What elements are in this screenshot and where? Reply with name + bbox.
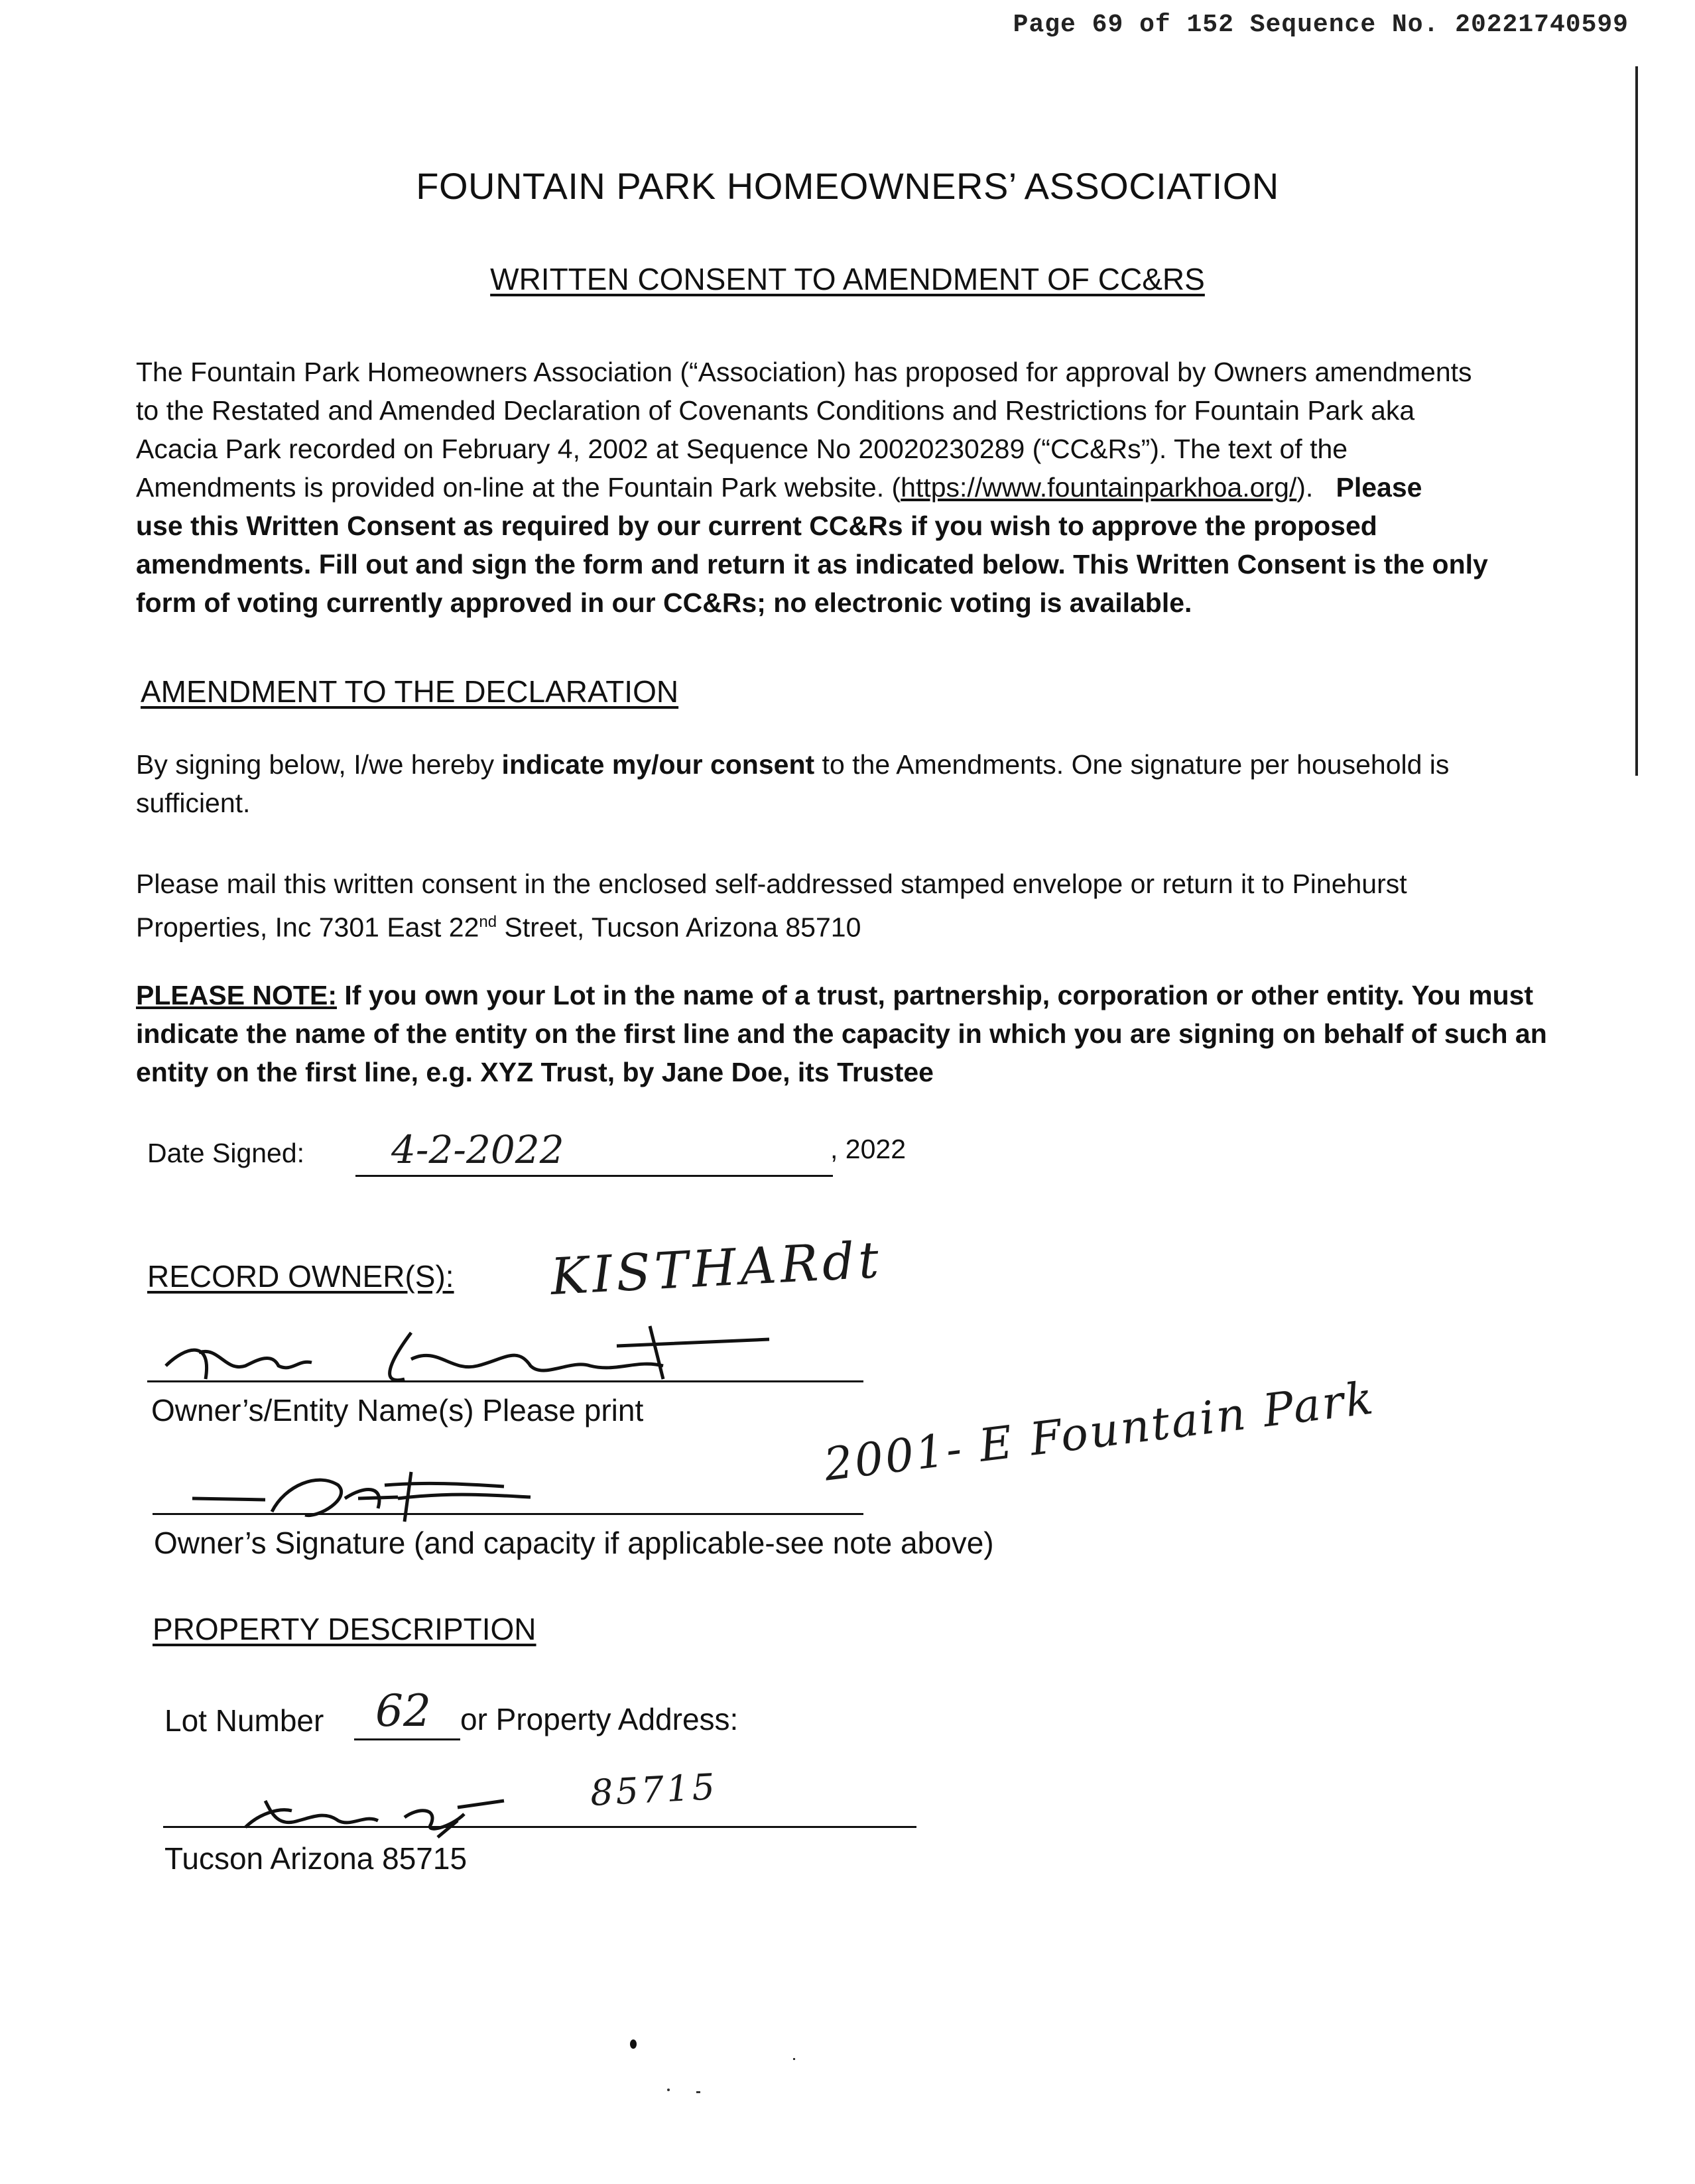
intro-line: The Fountain Park Homeowners Association (“Association) has proposed for approval by Owners amendments — [136, 357, 1472, 387]
scan-speck — [696, 2091, 700, 2093]
lot-number-value: 62 — [375, 1685, 431, 1736]
consent-text: By signing below, I/we hereby — [136, 749, 502, 780]
mail-line: Please mail this written consent in the enclosed self-addressed stamped envelope or return it to Pinehurst — [136, 869, 1407, 899]
scan-speck — [793, 2058, 795, 2060]
document-subtitle: WRITTEN CONSENT TO AMENDMENT OF CC&RS — [490, 262, 1205, 296]
handwritten-owner-name: KISTHARdt — [549, 1229, 885, 1307]
owner-signature-line[interactable] — [153, 1479, 863, 1515]
consent-paragraph — [136, 745, 1568, 822]
amendment-heading: AMENDMENT TO THE DECLARATION — [141, 674, 679, 709]
mail-instructions — [136, 865, 1568, 947]
mail-line — [136, 903, 1568, 947]
date-signed-label: Date Signed: — [147, 1138, 305, 1168]
mail-text: Properties, Inc 7301 East 22 — [136, 912, 479, 943]
date-signed-value: 4-2-2022 — [391, 1127, 564, 1172]
intro-line: to the Restated and Amended Declaration of Covenants Conditions and Restrictions for Fountain Park aka — [136, 395, 1415, 426]
intro-bold-text: Please — [1336, 472, 1422, 503]
note-line — [136, 976, 1568, 1014]
handwritten-zip: 85715 — [589, 1766, 719, 1814]
intro-line: amendments. Fill out and sign the form and return it as indicated below. This Written Consent is the only — [136, 549, 1488, 579]
lot-number-label: Lot Number — [164, 1703, 324, 1738]
consent-line: sufficient. — [136, 788, 251, 818]
city-state-zip: Tucson Arizona 85715 — [164, 1841, 468, 1876]
intro-text: Amendments is provided on-line at the Fountain Park website. — [136, 472, 892, 503]
note-lead: PLEASE NOTE: — [136, 980, 337, 1010]
note-line: indicate the name of the entity on the first line and the capacity in which you are signing on behalf of such an — [136, 1018, 1547, 1049]
property-description-heading: PROPERTY DESCRIPTION — [153, 1612, 536, 1646]
note-text: If you own your Lot in the name of a trust, partnership, corporation or other entity. You must — [336, 980, 1534, 1010]
document-title: FOUNTAIN PARK HOMEOWNERS’ ASSOCIATION — [416, 165, 1279, 207]
scan-speck — [630, 2039, 637, 2049]
intro-line: Acacia Park recorded on February 4, 2002 at Sequence No 20020230289 (“CC&Rs”). The text of the — [136, 434, 1348, 464]
handwritten-address: 2001- E Fountain Park — [821, 1372, 1378, 1492]
consent-bold-text: indicate my/our consent — [501, 749, 815, 780]
intro-paragraph — [136, 353, 1568, 622]
property-address-label: or Property Address: — [460, 1702, 739, 1736]
consent-line — [136, 745, 1568, 784]
intro-line: use this Written Consent as required by our current CC&Rs if you wish to approve the proposed — [136, 511, 1377, 541]
mail-text: Street, Tucson Arizona 85710 — [497, 912, 861, 943]
date-signed-year: , 2022 — [830, 1134, 906, 1164]
record-owner-heading: RECORD OWNER(S): — [147, 1259, 454, 1294]
property-address-line[interactable] — [163, 1794, 916, 1828]
website-link[interactable]: https://www.fountainparkhoa.org/ — [901, 472, 1297, 503]
page-sequence-stamp: Page 69 of 152 Sequence No. 20221740599 — [1013, 11, 1629, 39]
owner-name-line[interactable] — [147, 1346, 863, 1382]
mail-superscript: nd — [479, 913, 497, 931]
note-line: entity on the first line, e.g. XYZ Trust, by Jane Doe, its Trustee — [136, 1057, 934, 1087]
intro-line: form of voting currently approved in our CC&Rs; no electronic voting is available. — [136, 587, 1192, 618]
owner-signature-caption: Owner’s Signature (and capacity if applicable-see note above) — [154, 1526, 994, 1560]
please-note-paragraph — [136, 976, 1568, 1091]
owner-name-caption: Owner’s/Entity Name(s) Please print — [151, 1393, 644, 1427]
intro-line: Amendments is provided on-line at the Fountain Park website. (https://www.fountainparkhoa.org/). Please — [136, 472, 1422, 503]
consent-text: to the Amendments. One signature per household is — [814, 749, 1450, 780]
scan-speck — [667, 2089, 670, 2091]
